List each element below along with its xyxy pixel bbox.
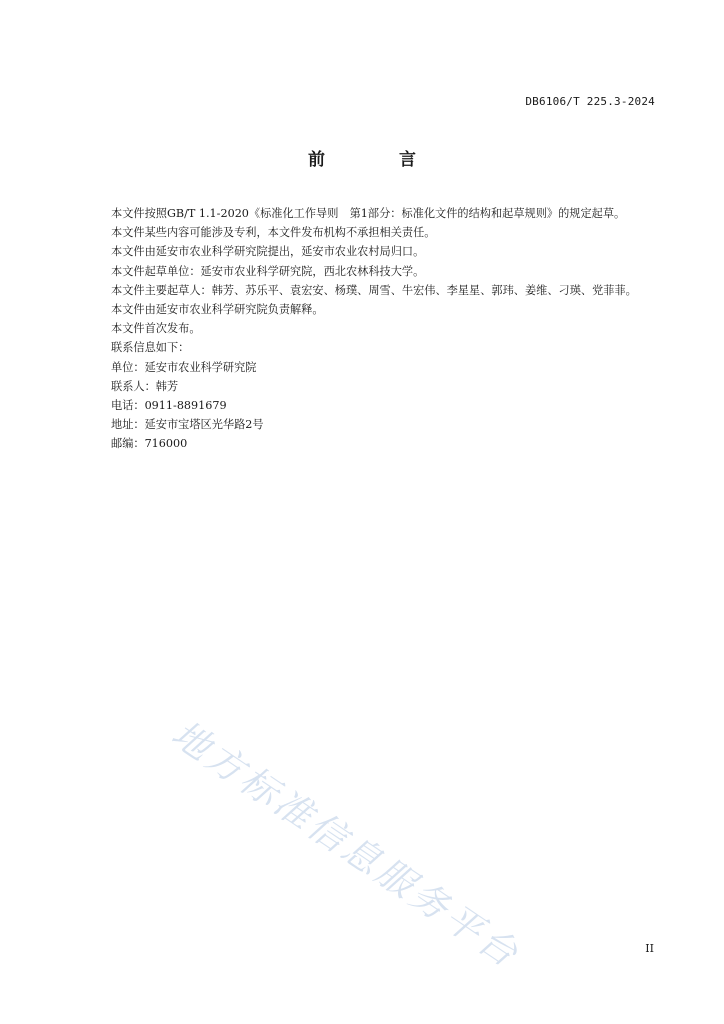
contact-unit: 单位：延安市农业科学研究院 [111, 360, 257, 374]
document-code: DB6106/T 225.3-2024 [525, 95, 655, 108]
paragraph-contact-intro: 联系信息如下： [111, 341, 190, 355]
preface-body [89, 204, 657, 454]
page-number: II [645, 942, 654, 955]
paragraph-drafters: 本文件主要起草人：韩芳、苏乐平、袁宏安、杨璞、周雪、牛宏伟、李星星、郭玮、姜维、刁瑛、党菲菲。 [111, 283, 637, 297]
paragraph-patent-notice: 本文件某些内容可能涉及专利，本文件发布机构不承担相关责任。 [111, 226, 436, 240]
paragraph-drafting-units: 本文件起草单位：延安市农业科学研究院，西北农林科技大学。 [111, 264, 425, 278]
paragraph-first-release: 本文件首次发布。 [111, 322, 201, 336]
paragraph-interpretation: 本文件由延安市农业科学研究院负责解释。 [111, 303, 324, 317]
contact-phone: 电话：0911-8891679 [111, 399, 227, 413]
contact-address: 地址：延安市宝塔区光华路2号 [111, 418, 264, 432]
watermark: 地方标准信息服务平台 [164, 712, 528, 977]
paragraph-proposer: 本文件由延安市农业科学研究院提出，延安市农业农村局归口。 [111, 245, 425, 259]
contact-postcode: 邮编：716000 [111, 437, 188, 451]
paragraph-drafting-rules: 本文件按照GB/T 1.1-2020《标准化工作导则 第1部分：标准化文件的结构和起草规则》的规定起草。 [111, 207, 626, 220]
page-title: 前 言 [308, 150, 450, 170]
contact-person: 联系人：韩芳 [111, 379, 179, 393]
